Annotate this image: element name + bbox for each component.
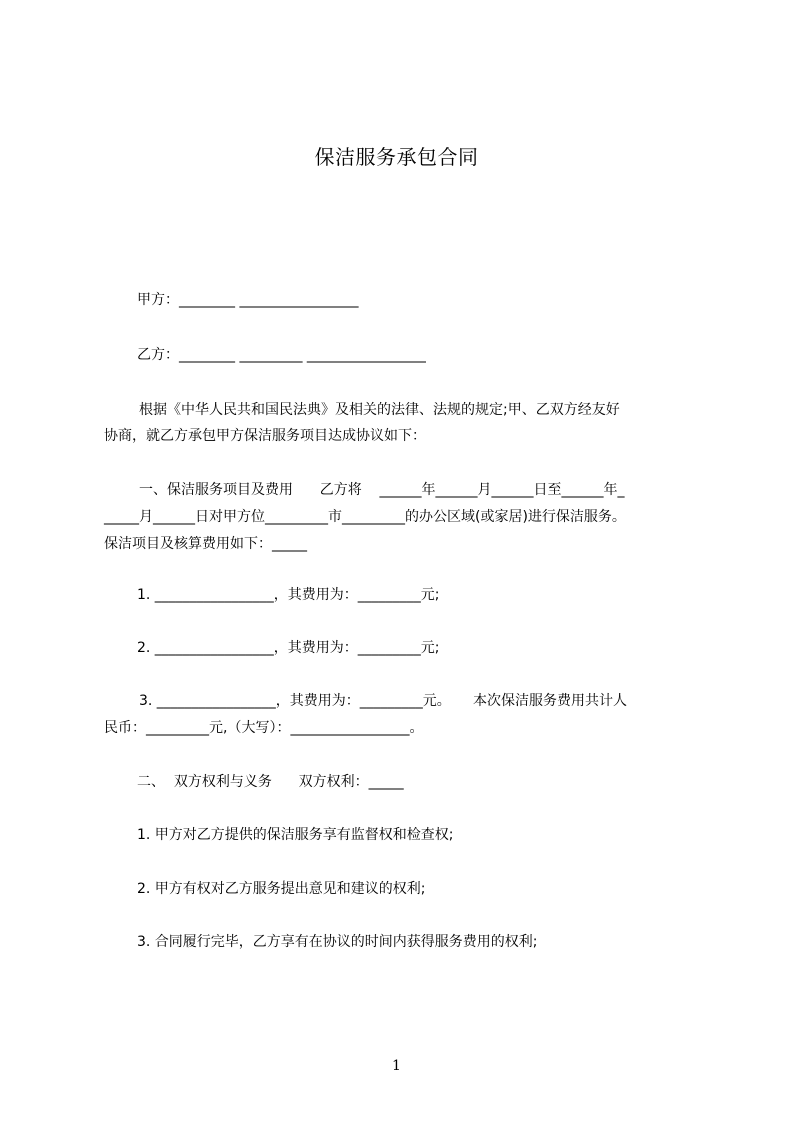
party-b-line: 乙方：________ _________ _________________ xyxy=(137,347,426,363)
right-item-1: 1. 甲方对乙方提供的保洁服务享有监督权和检查权; xyxy=(137,827,454,843)
section-1-line-3: 保洁项目及核算费用如下：_____ xyxy=(104,536,307,552)
section-2-heading: 二、 双方权利与义务 双方权利：_____ xyxy=(137,774,404,790)
fee-item-2: 2. _________________，其费用为：_________元; xyxy=(137,640,440,656)
right-item-3: 3. 合同履行完毕，乙方享有在协议的时间内获得服务费用的权利; xyxy=(137,934,538,950)
section-1-line-2: _____月______日对甲方位_________市_________的办公区域(或家居)进行保洁服务。 xyxy=(104,509,626,525)
fee-total-line: 民币：_________元,（大写）：_________________。 xyxy=(104,720,424,736)
page-number: 1 xyxy=(392,1058,401,1074)
fee-item-3: 3. _________________，其费用为：_________元。 本次保洁服务费用共计人 xyxy=(139,693,628,709)
document-title: 保洁服务承包合同 xyxy=(314,145,479,169)
preamble-line-2: 协商，就乙方承包甲方保洁服务项目达成协议如下： xyxy=(104,428,426,444)
party-a-line: 甲方：________ _________________ xyxy=(137,292,359,308)
fee-item-1: 1. _________________，其费用为：_________元; xyxy=(137,587,440,603)
section-1-heading-line: 一、保洁服务项目及费用 乙方将 ______年______月______日至______年_ xyxy=(139,482,625,498)
right-item-2: 2. 甲方有权对乙方服务提出意见和建议的权利; xyxy=(137,881,426,897)
preamble-line-1: 根据《中华人民共和国民法典》及相关的法律、法规的规定;甲、乙双方经友好 xyxy=(139,402,620,418)
